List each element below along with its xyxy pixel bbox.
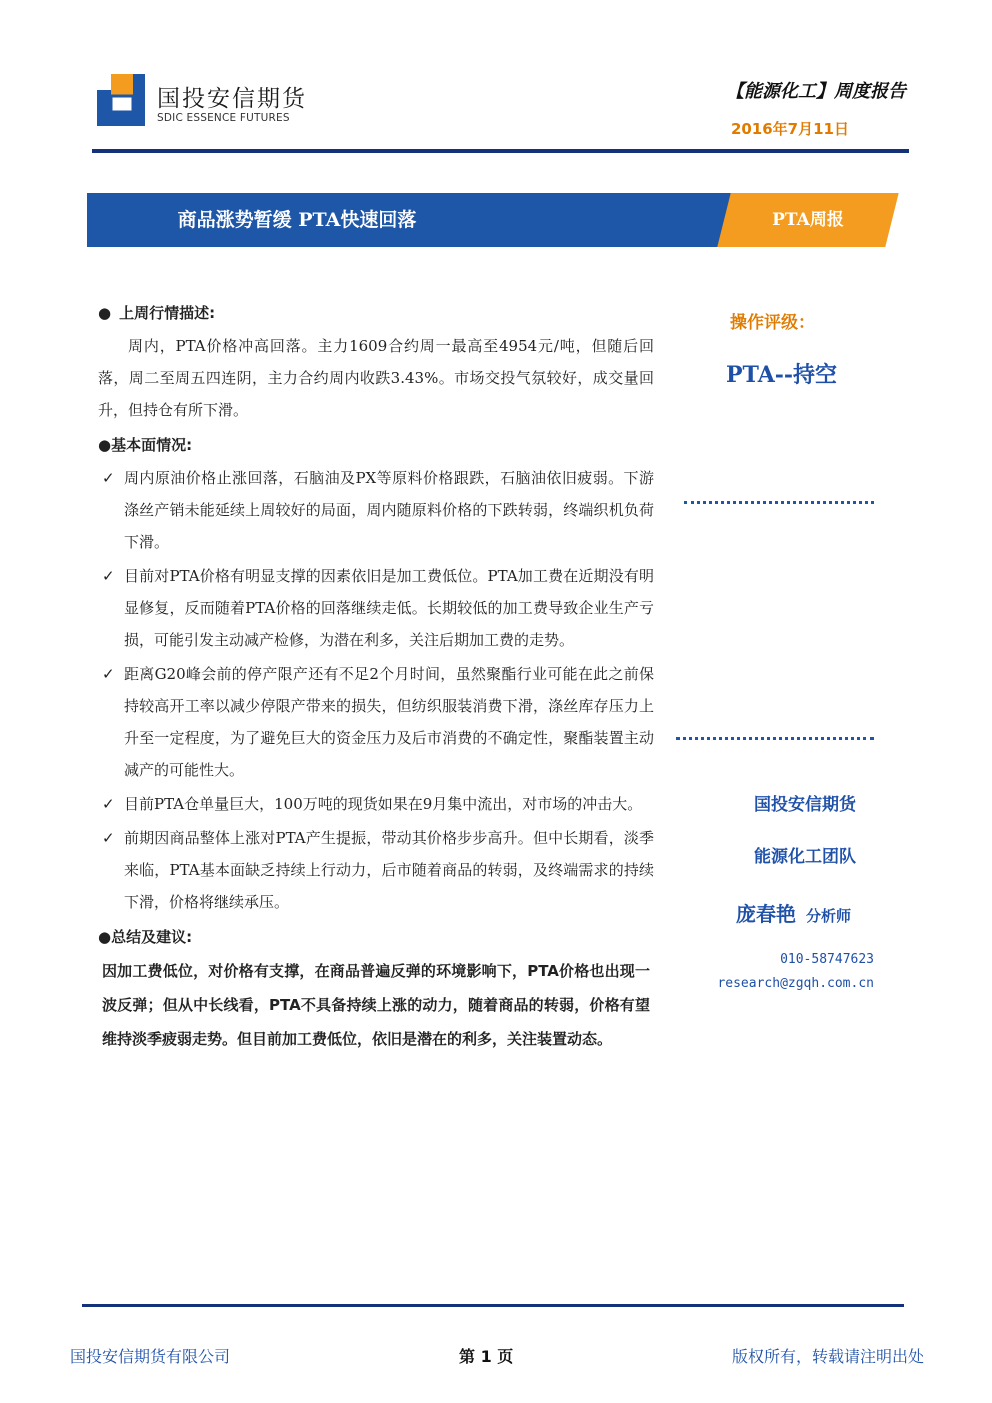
fundamental-item: [98, 788, 654, 820]
fundamental-item-text: 前期因商品整体上涨对PTA产生提振，带动其价格步步高升。但中长期看，淡季来临，PTA基本面缺乏持续上行动力，后市随着商品的转弱，及终端需求的持续下滑，价格将继续承压。: [124, 829, 654, 911]
fundamental-item: [98, 462, 654, 558]
fundamental-item-text: 距离G20峰会前的停产限产还有不足2个月时间，虽然聚酯行业可能在此之前保持较高开工率以减少停限产带来的损失，但纺织服装消费下滑，涤丝库存压力上升至一定程度，为了避免巨大的资金压力及后市消费的不确定性，聚酯装置主动减产的可能性大。: [124, 665, 654, 779]
report-title: 商品涨势暂缓 PTA快速回落: [177, 209, 417, 231]
section-title: 总结及建议:: [111, 928, 193, 946]
section-heading-summary: [98, 920, 654, 954]
logo-chinese-name: 国投安信期货: [157, 86, 307, 112]
main-content: [98, 296, 654, 1056]
header-divider: [92, 149, 909, 153]
report-tag: PTA周报: [772, 210, 844, 230]
section-title: 上周行情描述:: [119, 304, 216, 322]
team-company: 国投安信期货: [754, 795, 856, 815]
dotted-divider: [676, 737, 874, 740]
logo-mark-icon: [97, 74, 145, 126]
fundamental-item: [98, 658, 654, 786]
logo-english-name: SDIC ESSENCE FUTURES: [157, 112, 290, 124]
bullet-icon: ●: [98, 304, 112, 322]
bullet-icon: ●: [98, 928, 112, 946]
market-summary-paragraph: 周内，PTA价格冲高回落。主力1609合约周一最高至4954元/吨，但随后回落，周二至周五四连阴，主力合约周内收跌3.43%。市场交投气氛较好，成交量回升，但持仓有所下滑。: [98, 337, 654, 419]
fundamental-item-text: 目前PTA仓单量巨大，100万吨的现货如果在9月集中流出，对市场的冲击大。: [124, 795, 643, 813]
section-heading-market: [98, 296, 654, 330]
analyst-name: 庞春艳: [736, 902, 796, 926]
analyst: [736, 898, 851, 927]
company-logo: [97, 74, 317, 128]
dotted-divider: [684, 501, 874, 504]
fundamental-item-text: 目前对PTA价格有明显支撑的因素依旧是加工费低位。PTA加工费在近期没有明显修复，反而随着PTA价格的回落继续走低。长期较低的加工费导致企业生产亏损，可能引发主动减产检修，为潜在利多，关注后期加工费的走势。: [124, 567, 654, 649]
report-type: 【能源化工】周度报告: [726, 81, 906, 102]
footer-copyright: 版权所有，转载请注明出处: [731, 1347, 924, 1366]
section-title: 基本面情况:: [111, 436, 193, 454]
check-icon: ✓: [102, 795, 115, 813]
footer-company: 国投安信期货有限公司: [70, 1347, 231, 1366]
team-name: 能源化工团队: [754, 847, 856, 867]
conclusion-paragraph: 因加工费低位，对价格有支撑，在商品普遍反弹的环境影响下，PTA价格也出现一波反弹；但从中长线看，PTA不具备持续上涨的动力，随着商品的转弱，价格有望维持淡季疲弱走势。但目前加工费低位，依旧是潜在的利多，关注装置动态。: [102, 962, 650, 1048]
analyst-phone: 010-58747623: [780, 952, 874, 967]
fundamental-item-text: 周内原油价格止涨回落，石脑油及PX等原料价格跟跌，石脑油依旧疲弱。下游涤丝产销未能延续上周较好的局面，周内随原料价格的下跌转弱，终端织机负荷下滑。: [124, 469, 654, 551]
section-heading-fundamentals: [98, 428, 654, 462]
fundamental-item: [98, 822, 654, 918]
analyst-title: 分析师: [806, 907, 852, 925]
rating-value: PTA--持空: [726, 362, 838, 388]
check-icon: ✓: [102, 829, 115, 847]
footer-divider: [82, 1304, 904, 1307]
check-icon: ✓: [102, 665, 115, 683]
bullet-icon: ●: [98, 436, 112, 454]
report-date: 2016年7月11日: [730, 120, 849, 138]
page-number: 第 1 页: [459, 1347, 514, 1366]
check-icon: ✓: [102, 469, 115, 487]
analyst-email[interactable]: research@zgqh.com.cn: [717, 976, 874, 991]
rating-label: 操作评级：: [730, 313, 815, 333]
fundamental-item: [98, 560, 654, 656]
check-icon: ✓: [102, 567, 115, 585]
